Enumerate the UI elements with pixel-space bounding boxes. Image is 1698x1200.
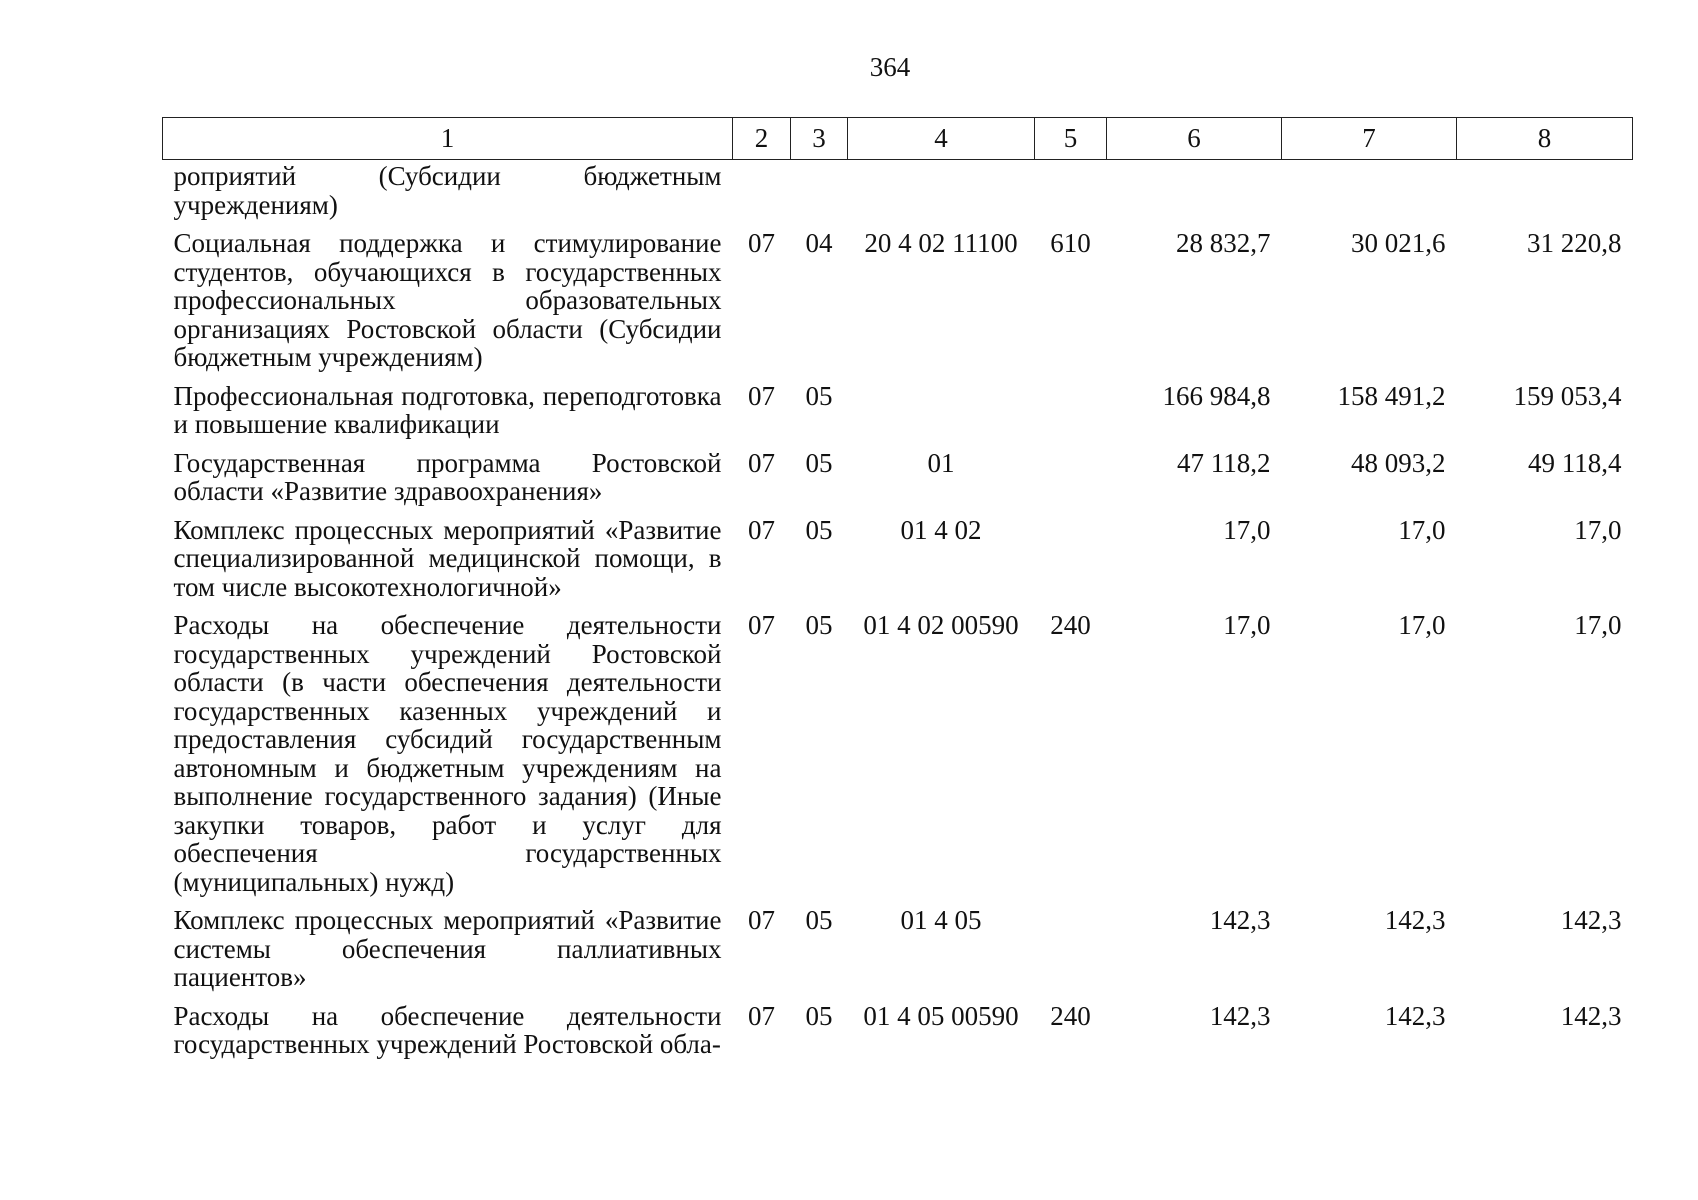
- amount-col-7: 158 491,2: [1337, 380, 1446, 411]
- amount-col-6: 47 118,2: [1177, 447, 1271, 478]
- expense-type-code: [1035, 449, 1107, 516]
- subsection-code: 05: [805, 380, 833, 411]
- table-header-row: [163, 118, 1633, 160]
- amount-col-6: 142,3: [1209, 1000, 1271, 1031]
- section-code: 07: [748, 514, 775, 545]
- item-name: Расходы на обеспечение деятельности государственных учреждений Ростовской области (в части обеспечения деятельности государственных казенных учреждений и предоставления субсидий государственным автономным и бюджетным учреждениям на выполнение государственного задания) (Иные закупки товаров, работ и услуг для обеспечения государственных (муниципальных) нужд): [173, 610, 722, 897]
- table-row: [163, 516, 1633, 612]
- amount-col-8: [1457, 160, 1633, 230]
- table-row: [163, 1002, 1633, 1069]
- item-name: Комплекс процессных мероприятий «Развитие специализированной медицинской помощи, в том числе высокотехнологичной»: [173, 514, 722, 602]
- table-row: [163, 611, 1633, 906]
- column-header: 2: [733, 118, 791, 160]
- amount-col-6: 17,0: [1223, 610, 1271, 640]
- amount-col-7: 142,3: [1384, 905, 1446, 935]
- item-name: роприятий (Субсидии бюджетным учреждениям): [173, 161, 722, 220]
- column-header: 6: [1107, 118, 1282, 160]
- amount-col-8: 49 118,4: [1528, 447, 1622, 478]
- expense-type-code: 240: [1050, 1000, 1091, 1031]
- budget-table: [162, 117, 1633, 1069]
- amount-col-8: 31 220,8: [1527, 228, 1622, 258]
- amount-col-7: 17,0: [1398, 610, 1446, 640]
- amount-col-7: [1282, 160, 1457, 230]
- expense-type-code: 610: [1050, 228, 1091, 258]
- column-header: 3: [791, 118, 848, 160]
- table-row: [163, 449, 1633, 516]
- amount-col-7: 142,3: [1384, 1000, 1446, 1031]
- amount-col-6: 28 832,7: [1176, 228, 1271, 258]
- expense-type-code: 240: [1050, 610, 1091, 640]
- subsection-code: 05: [805, 610, 833, 640]
- subsection-code: [791, 160, 848, 230]
- amount-col-8: 142,3: [1560, 905, 1622, 935]
- amount-col-6: 166 984,8: [1162, 380, 1271, 411]
- expense-type-code: [1035, 160, 1107, 230]
- amount-col-6: 17,0: [1223, 514, 1271, 545]
- section-code: 07: [748, 380, 775, 411]
- subsection-code: 05: [805, 1000, 833, 1031]
- target-article-code: 01 4 05 00590: [863, 1000, 1019, 1031]
- target-article-code: 20 4 02 11100: [864, 228, 1018, 258]
- table-row: [163, 160, 1633, 230]
- amount-col-8: 159 053,4: [1513, 380, 1622, 411]
- subsection-code: 05: [805, 447, 833, 478]
- column-header: 4: [848, 118, 1035, 160]
- subsection-code: 05: [805, 905, 833, 935]
- subsection-code: 05: [805, 514, 833, 545]
- expense-type-code: [1035, 382, 1107, 449]
- table-row: [163, 906, 1633, 1002]
- section-code: [733, 160, 791, 230]
- amount-col-7: 30 021,6: [1351, 228, 1446, 258]
- expense-type-code: [1035, 906, 1107, 1002]
- target-article-code: 01 4 02 00590: [863, 610, 1019, 640]
- section-code: 07: [748, 1000, 775, 1031]
- amount-col-8: 17,0: [1574, 514, 1622, 545]
- amount-col-7: 48 093,2: [1351, 447, 1446, 478]
- target-article-code: 01 4 05: [900, 905, 982, 935]
- amount-col-7: 17,0: [1398, 514, 1446, 545]
- item-name: Профессиональная подготовка, переподготовка и повышение квалификации: [173, 380, 722, 439]
- section-code: 07: [748, 228, 775, 258]
- section-code: 07: [748, 610, 775, 640]
- item-name: Государственная программа Ростовской области «Развитие здравоохранения»: [173, 447, 722, 506]
- item-name: Расходы на обеспечение деятельности государственных учреждений Ростовской обла-: [173, 1000, 722, 1059]
- column-header: 1: [163, 118, 733, 160]
- subsection-code: 04: [805, 228, 833, 258]
- section-code: 07: [748, 905, 775, 935]
- target-article-code: [848, 160, 1035, 230]
- target-article-code: 01 4 02: [900, 514, 982, 545]
- column-header: 8: [1457, 118, 1633, 160]
- expense-type-code: [1035, 516, 1107, 612]
- table-row: [163, 382, 1633, 449]
- amount-col-8: 142,3: [1560, 1000, 1622, 1031]
- target-article-code: [848, 382, 1035, 449]
- column-header: 7: [1282, 118, 1457, 160]
- target-article-code: 01: [927, 447, 955, 478]
- amount-col-6: 142,3: [1209, 905, 1271, 935]
- item-name: Комплекс процессных мероприятий «Развитие системы обеспечения паллиативных пациентов»: [173, 905, 722, 992]
- amount-col-8: 17,0: [1574, 610, 1622, 640]
- amount-col-6: [1107, 160, 1282, 230]
- table-row: [163, 229, 1633, 382]
- section-code: 07: [748, 447, 775, 478]
- item-name: Социальная поддержка и стимулирование студентов, обучающихся в государственных профессиональных образовательных организациях Ростовской области (Субсидии бюджетным учреждениям): [173, 228, 722, 372]
- page-number: 364: [869, 52, 911, 82]
- column-header: 5: [1035, 118, 1107, 160]
